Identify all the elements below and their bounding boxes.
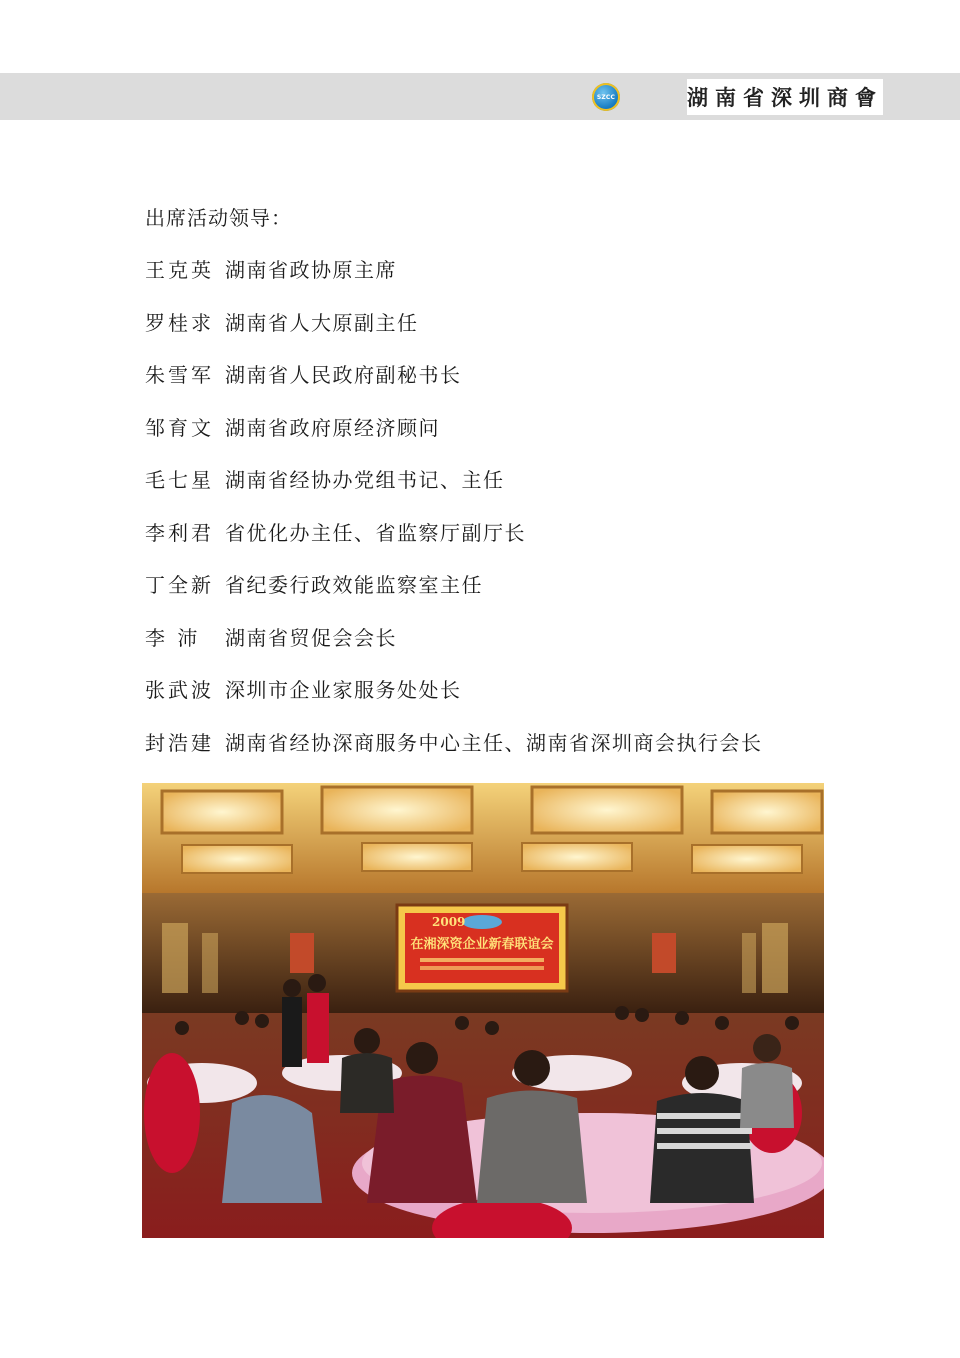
leader-row <box>145 462 845 515</box>
org-name: 湖南省深圳商會 <box>687 85 883 110</box>
logo-text: SZCC <box>596 93 616 101</box>
leader-title: 省纪委行政效能监察室主任 <box>225 573 483 597</box>
banquet-photo <box>142 783 824 1238</box>
leader-title: 湖南省政府原经济顾问 <box>225 415 440 440</box>
leader-name: 罗桂求 <box>145 310 214 335</box>
leader-title: 湖南省人民政府副秘书长 <box>225 363 462 387</box>
leader-row <box>145 252 845 305</box>
org-logo-icon <box>592 83 620 111</box>
leader-title: 湖南省政协原主席 <box>225 258 397 282</box>
leader-name: 李 沛 <box>145 625 201 650</box>
leader-title: 湖南省人大原副主任 <box>225 310 419 335</box>
leader-row <box>145 567 845 620</box>
banner-year: 2009 <box>432 915 466 929</box>
section-title: 出席活动领导： <box>145 206 292 230</box>
org-name-box <box>687 79 883 115</box>
leader-row <box>145 305 845 358</box>
leader-row <box>145 725 845 778</box>
leader-name: 毛七星 <box>145 468 214 492</box>
leader-title: 深圳市企业家服务处处长 <box>225 678 462 702</box>
leader-title: 省优化办主任、省监察厅副厅长 <box>225 520 526 545</box>
leader-name: 张武波 <box>145 678 214 702</box>
leader-row <box>145 620 845 673</box>
leader-name: 邹育文 <box>145 415 214 440</box>
leader-name: 王克英 <box>145 258 214 282</box>
leaders-section <box>145 200 845 777</box>
leader-title: 湖南省经协办党组书记、主任 <box>225 468 505 492</box>
leader-title: 湖南省经协深商服务中心主任、湖南省深圳商会执行会长 <box>225 730 763 755</box>
leader-name: 李利君 <box>145 520 214 545</box>
leader-title: 湖南省贸促会会长 <box>225 625 397 650</box>
leader-list <box>145 252 845 777</box>
leader-row <box>145 672 845 725</box>
leader-row <box>145 410 845 463</box>
leader-row <box>145 515 845 568</box>
banner-text: 在湘深资企业新春联谊会 <box>410 937 554 952</box>
leader-name: 朱雪军 <box>145 363 214 387</box>
leader-name: 丁全新 <box>145 573 214 597</box>
banquet-photo-image <box>142 783 824 1238</box>
leader-name: 封浩建 <box>145 730 214 755</box>
leader-row <box>145 357 845 410</box>
